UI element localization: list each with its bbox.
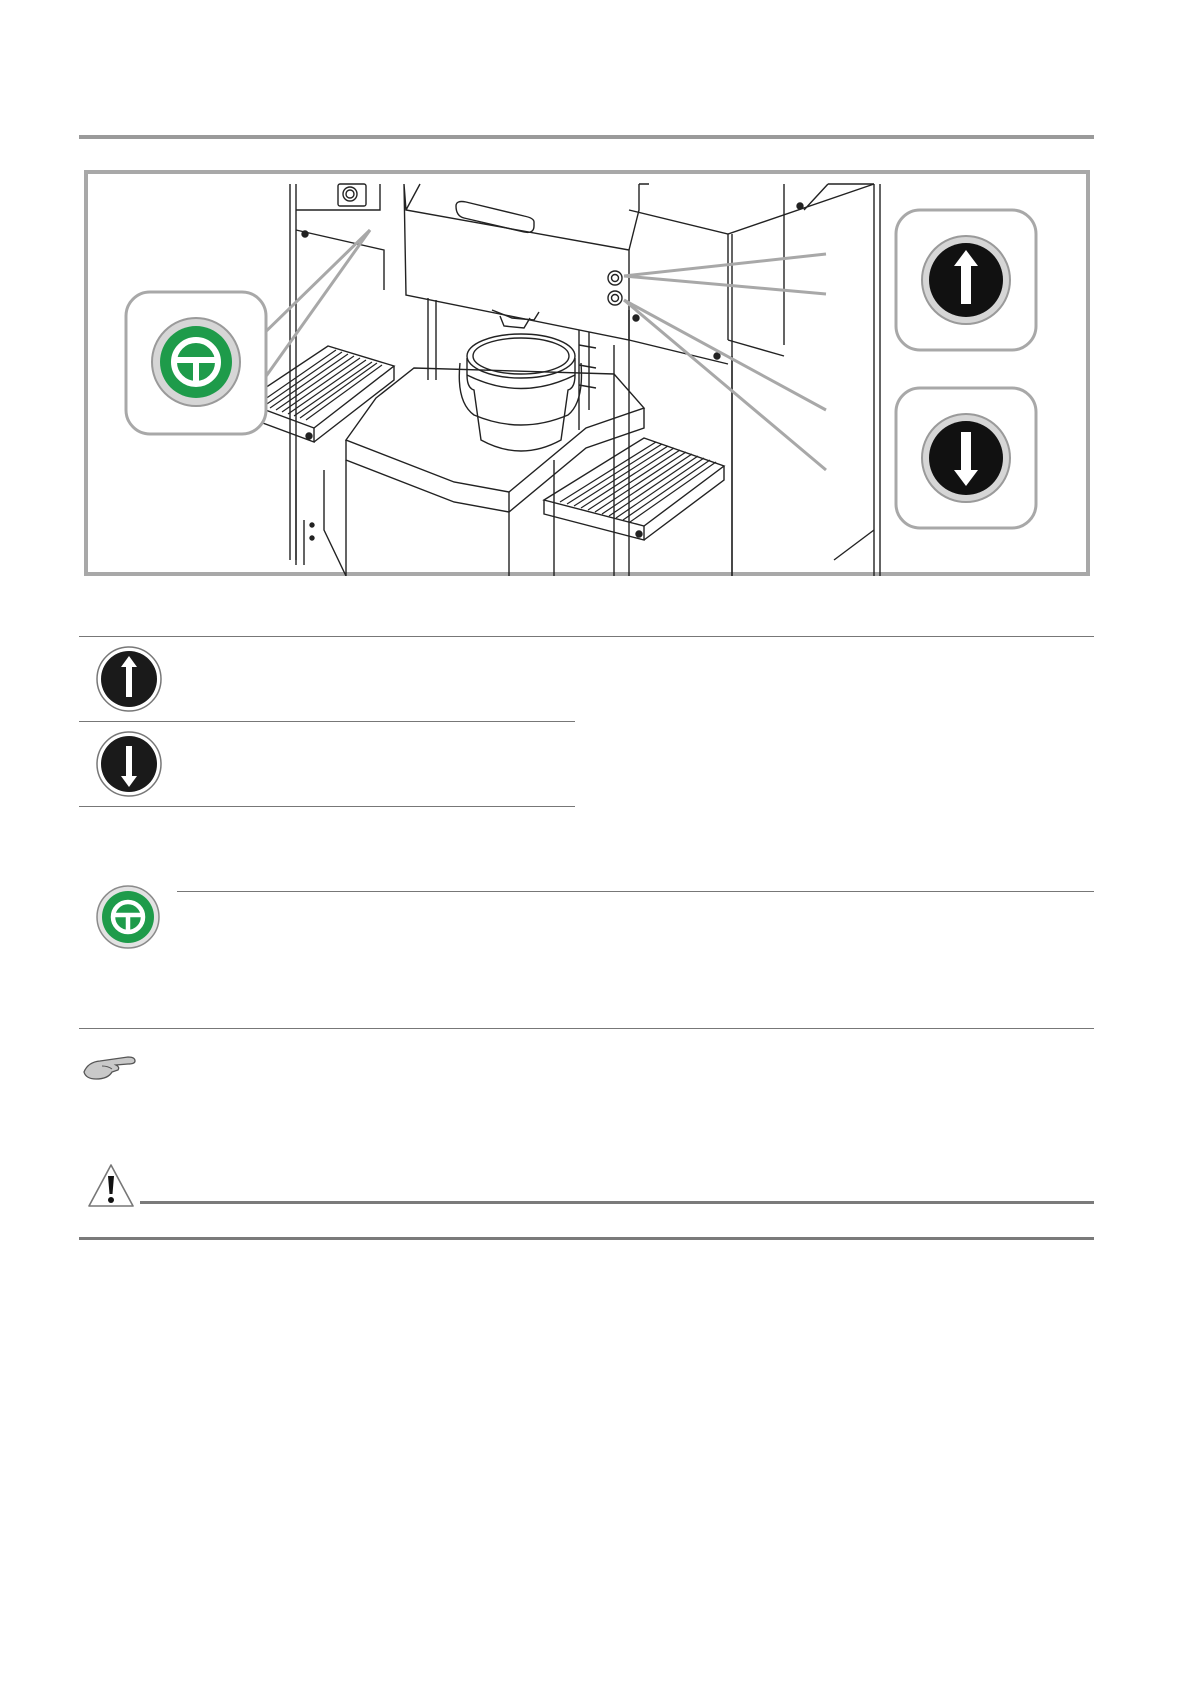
callout-arrow-up	[896, 210, 1036, 350]
section-rule	[79, 1028, 1094, 1029]
header-rule	[79, 135, 1094, 139]
pointing-hand-icon	[82, 1054, 138, 1082]
callout-arrow-down	[896, 388, 1036, 528]
table-bottom-rule	[79, 806, 575, 807]
machine-figure	[84, 170, 1090, 576]
table-row	[79, 637, 574, 721]
arrow-up-icon	[95, 645, 163, 713]
callout-green-stop	[126, 292, 266, 434]
table-row	[79, 722, 574, 806]
arrow-down-icon	[95, 730, 163, 798]
warning-bottom-rule	[79, 1237, 1094, 1240]
green-stop-icon	[95, 884, 161, 950]
warning-triangle-icon	[86, 1162, 136, 1210]
green-note-rule	[177, 891, 1094, 892]
warning-rule	[140, 1201, 1094, 1204]
